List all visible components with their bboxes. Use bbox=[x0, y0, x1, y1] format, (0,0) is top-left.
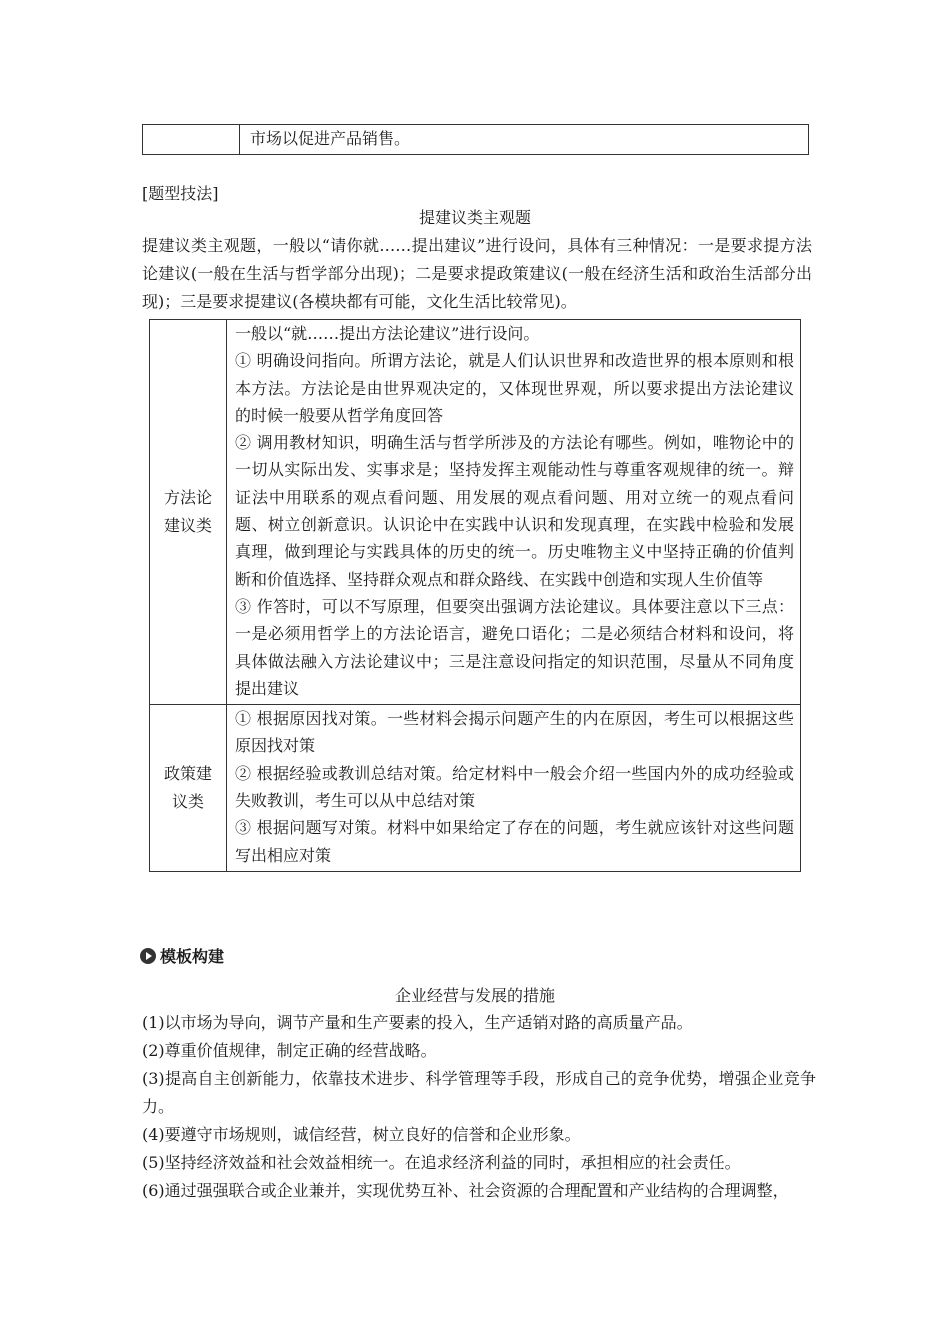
list-item: (3)提高自主创新能力，依靠技术进步、科学管理等手段，形成自己的竞争优势，增强企业竞争力。 bbox=[142, 1069, 816, 1116]
section-heading-text: 模板构建 bbox=[160, 947, 225, 966]
content-line: ① 明确设问指向。所谓方法论，就是人们认识世界和改造世界的根本原则和根本方法。方法论是由世界观决定的，又体现世界观，所以要求提出方法论建议的时候一般要从哲学角度回答 bbox=[235, 351, 794, 425]
row-label: 方法论建议类 bbox=[150, 320, 227, 704]
content-line: ③ 作答时，可以不写原理，但要突出强调方法论建议。具体要注意以下三点：一是必须用哲学上的方法论语言，避免口语化；二是必须结合材料和设问，将具体做法融入方法论建议中；三是注意设问指定的知识范围，尽量从不同角度提出建议 bbox=[235, 596, 794, 698]
list-item: (1)以市场为导向，调节产量和生产要素的投入，生产适销对路的高质量产品。 bbox=[142, 1013, 693, 1032]
play-circle-icon bbox=[140, 948, 156, 964]
intro-paragraph: 提建议类主观题，一般以“请你就……提出建议”进行设问，具体有三种情况：一是要求提方法论建议(一般在生活与哲学部分出现)；二是要求提政策建议(一般在经济生活和政治生活部分出现)；三是要求提建议(各模块都有可能，文化生活比较常见)。 bbox=[142, 236, 812, 311]
template-section-heading bbox=[140, 944, 224, 967]
proposal-table bbox=[149, 319, 801, 872]
continuation-table bbox=[142, 124, 809, 155]
table-content-cell: 市场以促进产品销售。 bbox=[250, 129, 411, 148]
content-line: ② 调用教材知识，明确生活与哲学所涉及的方法论有哪些。例如，唯物论中的一切从实际出发、实事求是；坚持发挥主观能动性与尊重客观规律的统一。辩证法中用联系的观点看问题、用发展的观点看问题、用对立统一的观点看问题、树立创新意识。认识论中在实践中认识和发现真理，在实践中检验和发展真理，做到理论与实践具体的历史的统一。历史唯物主义中坚持正确的价值判断和价值选择、坚持群众观点和群众路线、在实践中创造和实现人生价值等 bbox=[235, 433, 794, 589]
proposal-title: 提建议类主观题 bbox=[418, 208, 531, 227]
list-item: (2)尊重价值规律，制定正确的经营战略。 bbox=[142, 1041, 437, 1060]
table-row bbox=[150, 320, 800, 705]
content-line: ② 根据经验或教训总结对策。给定材料中一般会介绍一些国内外的成功经验或失败教训，考生可以从中总结对策 bbox=[235, 763, 794, 811]
method-tag: [题型技法] bbox=[142, 184, 219, 203]
row-label: 政策建议类 bbox=[150, 705, 227, 871]
template-title: 企业经营与发展的措施 bbox=[394, 986, 555, 1005]
list-item: (6)通过强强联合或企业兼并，实现优势互补、社会资源的合理配置和产业结构的合理调整， bbox=[142, 1181, 789, 1200]
content-line: ① 根据原因找对策。一些材料会揭示问题产生的内在原因，考生可以根据这些原因找对策 bbox=[235, 709, 794, 756]
row-content bbox=[227, 705, 800, 871]
content-line: 一般以“就……提出方法论建议”进行设问。 bbox=[235, 324, 540, 343]
template-list bbox=[142, 1009, 816, 1205]
row-content bbox=[227, 320, 800, 704]
list-item: (5)坚持经济效益和社会效益相统一。在追求经济利益的同时，承担相应的社会责任。 bbox=[142, 1153, 741, 1172]
table-row bbox=[150, 705, 800, 871]
table-label-cell bbox=[143, 125, 240, 154]
content-line: ③ 根据问题写对策。材料中如果给定了存在的问题，考生就应该针对这些问题写出相应对策 bbox=[235, 818, 794, 865]
list-item: (4)要遵守市场规则，诚信经营，树立良好的信誉和企业形象。 bbox=[142, 1125, 581, 1144]
